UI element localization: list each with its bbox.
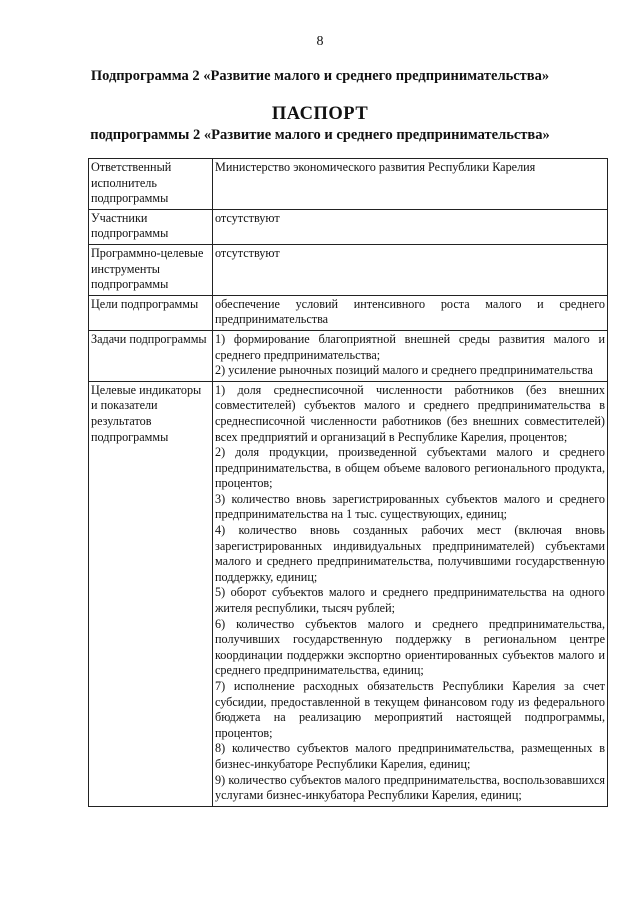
value-line: обеспечение условий интенсивного роста малого и среднего предпринимательства bbox=[215, 296, 605, 327]
row-label-indicators: Целевые индикаторы и показатели результатов подпрограммы bbox=[89, 381, 213, 806]
row-label-participants: Участники подпрограммы bbox=[89, 209, 213, 244]
row-value-instruments bbox=[213, 244, 608, 295]
row-value-tasks bbox=[213, 330, 608, 381]
row-value-goals bbox=[213, 295, 608, 330]
value-line: 1) формирование благоприятной внешней среды развития малого и среднего предпринимательства; bbox=[215, 331, 605, 362]
table-row bbox=[89, 159, 608, 210]
row-label-responsible: Ответственный исполнитель подпрограммы bbox=[89, 159, 213, 210]
value-line: 6) количество субъектов малого и среднего предпринимательства, получивших государственную поддержку в региональном центре координации поддержки экспортно ориентированных субъектов малого и среднего предпринимательства, единиц; bbox=[215, 616, 605, 678]
passport-table bbox=[88, 158, 608, 807]
passport-subtitle: подпрограммы 2 «Развитие малого и среднего предпринимательства» bbox=[90, 127, 550, 143]
row-value-participants bbox=[213, 209, 608, 244]
table-row bbox=[89, 330, 608, 381]
row-label-instruments: Программно-целевые инструменты подпрограммы bbox=[89, 244, 213, 295]
value-line: отсутствуют bbox=[215, 245, 280, 260]
subprogram-title: Подпрограмма 2 «Развитие малого и среднего предпринимательства» bbox=[90, 68, 550, 84]
value-line: отсутствуют bbox=[215, 210, 280, 225]
value-line: 2) усиление рыночных позиций малого и среднего предпринимательства bbox=[215, 363, 593, 378]
value-line: 9) количество субъектов малого предпринимательства, воспользовавшихся услугами бизнес-инкубатора Республики Карелия, единиц; bbox=[215, 772, 605, 803]
value-line: Министерство экономического развития Республики Карелия bbox=[215, 160, 536, 174]
passport-title: ПАСПОРТ bbox=[271, 104, 369, 124]
value-line: 4) количество вновь созданных рабочих мест (включая вновь зарегистрированных индивидуальных предпринимателей) субъектами малого и среднего предпринимательства, получившими государственную поддержку, единиц; bbox=[215, 523, 605, 584]
value-line: 8) количество субъектов малого предпринимательства, размещенных в бизнес-инкубаторе Республики Карелия, единиц; bbox=[215, 741, 605, 771]
value-line: 3) количество вновь зарегистрированных субъектов малого и среднего предпринимательства на 1 тыс. существующих, единиц; bbox=[215, 491, 605, 522]
row-value-indicators bbox=[213, 381, 608, 806]
row-label-tasks: Задачи подпрограммы bbox=[89, 330, 213, 381]
page-number: 8 bbox=[316, 34, 324, 49]
table-row bbox=[89, 209, 608, 244]
row-label-goals: Цели подпрограммы bbox=[89, 295, 213, 330]
value-line: 2) доля продукции, произведенной субъектами малого и среднего предпринимательства, в общем объеме валового регионального продукта, процентов; bbox=[215, 445, 605, 491]
row-value-responsible bbox=[213, 159, 608, 210]
value-line: 5) оборот субъектов малого и среднего предпринимательства на одного жителя республики, тысяч рублей; bbox=[215, 585, 605, 616]
value-line: 1) доля среднесписочной численности работников (без внешних совместителей) субъектов малого и среднего предпринимательства в среднесписочной численности работников (без внешних совместителей) всех предприятий и организаций в Республике Карелия, процентов; bbox=[215, 382, 605, 444]
value-line: 7) исполнение расходных обязательств Республики Карелия за счет субсидии, предоставленной в текущем финансовом году из федерального бюджета на реализацию мероприятий настоящей подпрограммы, процентов; bbox=[215, 679, 605, 740]
table-row bbox=[89, 381, 608, 806]
table-row bbox=[89, 295, 608, 330]
table-row bbox=[89, 244, 608, 295]
